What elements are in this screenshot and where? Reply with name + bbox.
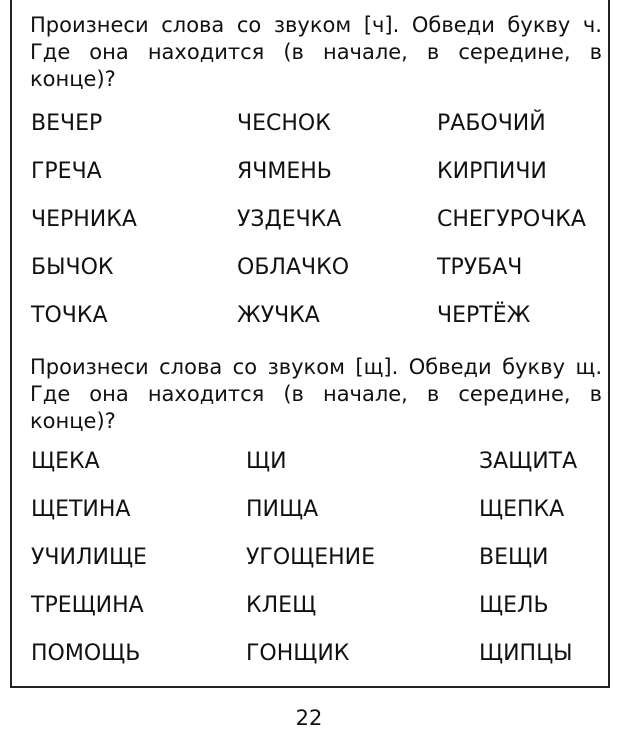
word: ОБЛАЧКО bbox=[237, 255, 350, 280]
word-row bbox=[0, 496, 618, 544]
instruction-shch-sound: Произнеси слова со звуком [щ]. Обведи букву щ. Где она находится (в начале, в середине, в конце)? bbox=[30, 355, 602, 433]
word: ЧЕРНИКА bbox=[31, 207, 137, 232]
word-row bbox=[0, 110, 618, 158]
word-row bbox=[0, 302, 618, 350]
word: ГРЕЧА bbox=[31, 159, 102, 184]
word: ГОНЩИК bbox=[246, 641, 350, 666]
page-number: 22 bbox=[295, 706, 323, 730]
word: ПИЩА bbox=[246, 497, 319, 522]
word: БЫЧОК bbox=[31, 255, 114, 280]
word: ЩЕЛЬ bbox=[479, 593, 549, 618]
word-row bbox=[0, 206, 618, 254]
word: КЛЕЩ bbox=[246, 593, 317, 618]
word-row bbox=[0, 640, 618, 688]
word: ТРУБАЧ bbox=[437, 255, 523, 280]
word: СНЕГУРОЧКА bbox=[437, 207, 586, 232]
word-row bbox=[0, 544, 618, 592]
word: ЧЕСНОК bbox=[237, 111, 331, 136]
word: КИРПИЧИ bbox=[437, 159, 547, 184]
word: ТОЧКА bbox=[31, 303, 108, 328]
word: ЩИПЦЫ bbox=[479, 641, 573, 666]
word-row bbox=[0, 158, 618, 206]
word-grid-ch bbox=[0, 110, 618, 350]
word: ЧЕРТЁЖ bbox=[437, 303, 531, 328]
word: ЩЕПКА bbox=[479, 497, 565, 522]
word: ЗАЩИТА bbox=[479, 449, 578, 474]
word-row bbox=[0, 448, 618, 496]
word-row bbox=[0, 592, 618, 640]
instruction-ch-sound: Произнеси слова со звуком [ч]. Обведи букву ч. Где она находится (в начале, в середине, в конце)? bbox=[30, 13, 602, 91]
word: ПОМОЩЬ bbox=[31, 641, 141, 666]
word: РАБОЧИЙ bbox=[437, 111, 546, 136]
word: ЯЧМЕНЬ bbox=[237, 159, 332, 184]
word: УЗДЕЧКА bbox=[237, 207, 342, 232]
word-grid-shch bbox=[0, 448, 618, 688]
word: УГОЩЕНИЕ bbox=[246, 545, 376, 570]
word: ЩЕКА bbox=[31, 449, 100, 474]
word: ЩЕТИНА bbox=[31, 497, 131, 522]
word: ЩИ bbox=[246, 449, 287, 474]
word-row bbox=[0, 254, 618, 302]
word: ТРЕЩИНА bbox=[31, 593, 144, 618]
word: УЧИЛИЩЕ bbox=[31, 545, 147, 570]
word: ВЕЩИ bbox=[479, 545, 549, 570]
word: ВЕЧЕР bbox=[31, 111, 103, 136]
word: ЖУЧКА bbox=[237, 303, 320, 328]
